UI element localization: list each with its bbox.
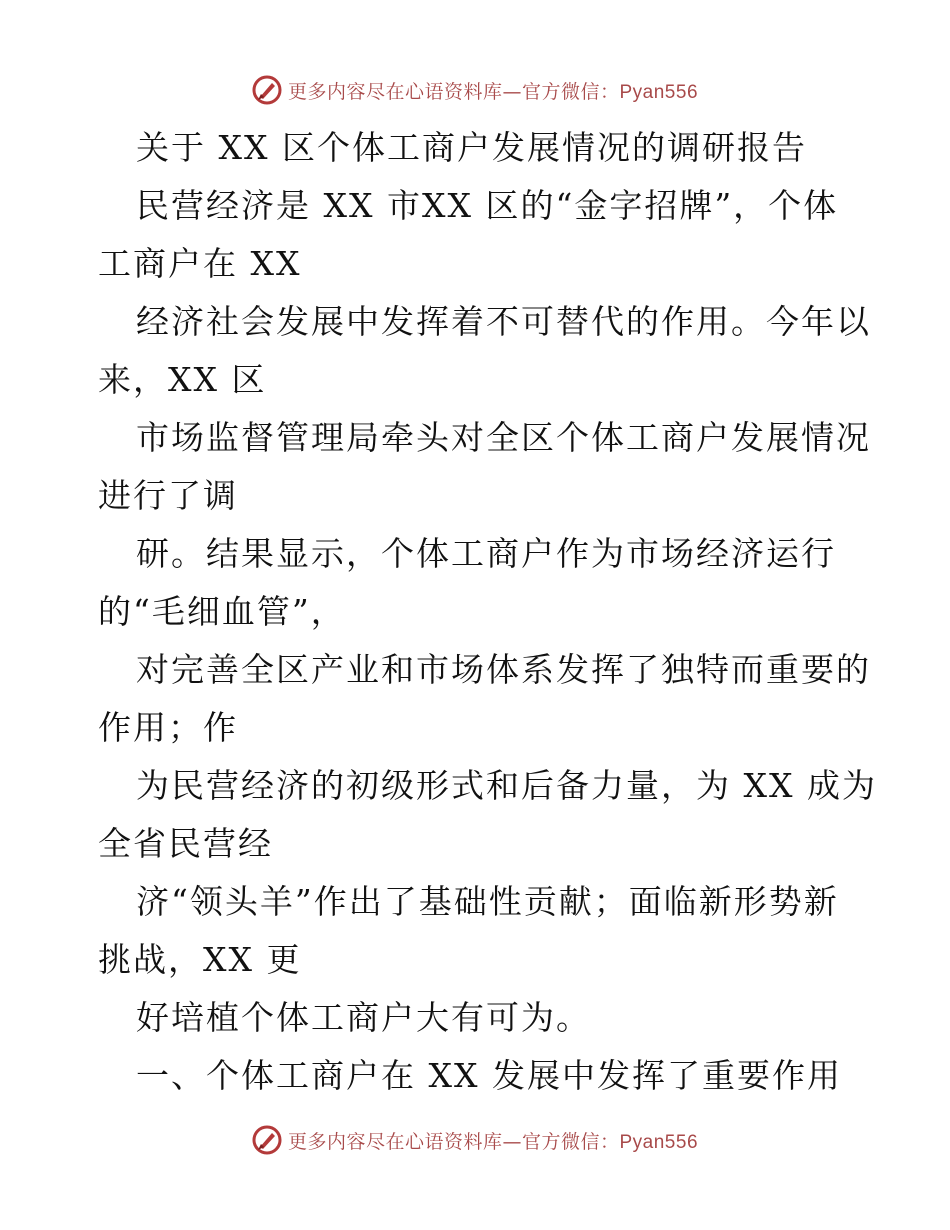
paragraph-line: 来，XX 区 bbox=[98, 360, 267, 399]
paragraph-line: 经济社会发展中发挥着不可替代的作用。今年以 bbox=[136, 302, 871, 341]
paragraph-line: 民营经济是 XX 市XX 区的“金字招牌”，个体 bbox=[136, 186, 839, 225]
paragraph-line: 工商户在 XX bbox=[98, 244, 302, 283]
paragraph-line: 研。结果显示，个体工商户作为市场经济运行 bbox=[136, 534, 836, 573]
footer-watermark-banner bbox=[0, 1120, 950, 1160]
paragraph-line: 济“领头羊”作出了基础性贡献；面临新形势新 bbox=[136, 882, 839, 921]
document-title: 关于 XX 区个体工商户发展情况的调研报告 bbox=[136, 128, 807, 167]
watermark-text: 更多内容尽在心语资料库—官方微信：Pyan556 bbox=[287, 1130, 699, 1153]
wechat-id: Pyan556 bbox=[619, 81, 699, 103]
wechat-id: Pyan556 bbox=[619, 1131, 699, 1153]
paragraph-line: 作用；作 bbox=[98, 708, 238, 747]
paragraph-line: 对完善全区产业和市场体系发挥了独特而重要的 bbox=[136, 650, 871, 689]
paragraph-line: 进行了调 bbox=[98, 476, 238, 515]
paragraph-line: 的“毛细血管”， bbox=[98, 592, 346, 631]
paragraph-line: 好培植个体工商户大有可为。 bbox=[136, 998, 591, 1037]
section-heading: 一、个体工商户在 XX 发展中发挥了重要作用 bbox=[136, 1056, 842, 1095]
watermark-text: 更多内容尽在心语资料库—官方微信：Pyan556 bbox=[287, 80, 699, 103]
paragraph-line: 全省民营经 bbox=[98, 824, 273, 863]
paragraph-line: 市场监督管理局牵头对全区个体工商户发展情况 bbox=[136, 418, 871, 457]
pen-logo-icon bbox=[252, 1125, 282, 1155]
paragraph-line: 为民营经济的初级形式和后备力量，为 XX 成为 bbox=[136, 766, 877, 805]
paragraph-line: 挑战，XX 更 bbox=[98, 940, 302, 979]
